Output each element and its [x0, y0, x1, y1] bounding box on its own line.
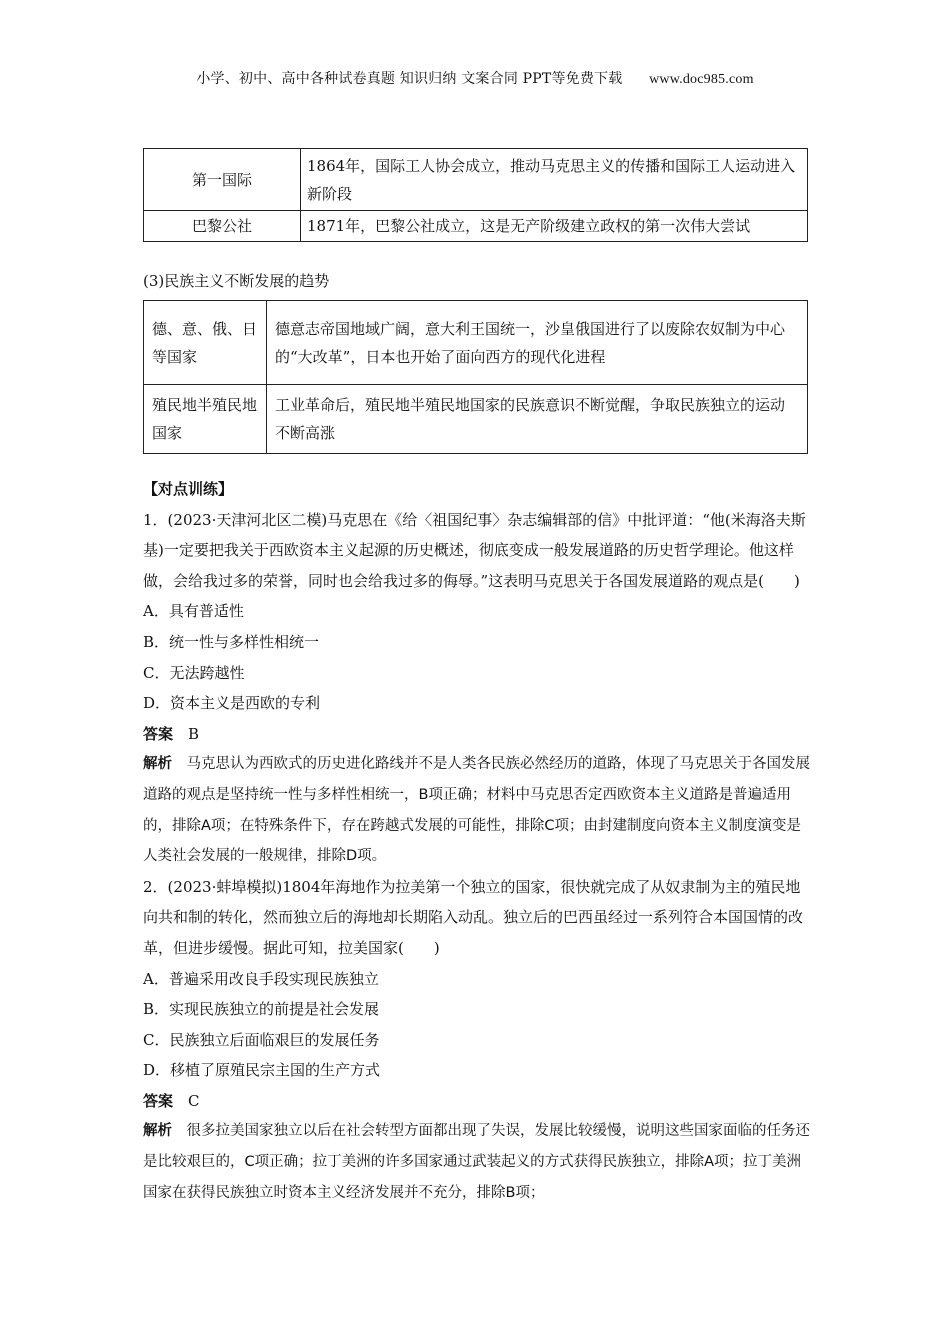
header-site[interactable]: www.doc985.com: [649, 72, 754, 87]
q1-option-b: B．统一性与多样性相统一: [143, 632, 320, 651]
answer-value: B: [188, 724, 200, 743]
answer-label: 答案: [143, 724, 174, 743]
row-content: 工业革命后，殖民地半殖民地国家的民族意识不断觉醒，争取民族独立的运动不断高涨: [267, 385, 808, 454]
answer-label: 答案: [143, 1091, 174, 1110]
q1-option-c: C．无法跨越性: [143, 663, 245, 682]
row-label: 第一国际: [144, 149, 301, 211]
q2-option-d: D．移植了原殖民宗主国的生产方式: [143, 1061, 381, 1080]
q2-answer: [143, 1086, 810, 1117]
row-label: 德、意、俄、日等国家: [144, 301, 267, 385]
q2-option-a: A．普遍采用改良手段实现民族独立: [143, 969, 379, 988]
page-header: [0, 68, 950, 88]
q1-option-d: D．资本主义是西欧的专利: [143, 694, 321, 713]
row-label: 巴黎公社: [144, 211, 301, 242]
q1-option-a: A．具有普适性: [143, 602, 244, 621]
table-row: [144, 301, 808, 385]
table-row: [144, 149, 808, 211]
answer-value: C: [188, 1091, 200, 1110]
training-section: [143, 474, 810, 1208]
q2-option-c: C．民族独立后面临艰巨的发展任务: [143, 1030, 380, 1049]
header-text: 小学、初中、高中各种试卷真题 知识归纳 文案合同 PPT等免费下载: [196, 71, 623, 87]
q1-answer: [143, 719, 810, 750]
row-content: 德意志帝国地域广阔，意大利王国统一，沙皇俄国进行了以废除农奴制为中心的“大改革”，日本也开始了面向西方的现代化进程: [267, 301, 808, 385]
table-nationalism: [143, 300, 808, 454]
section-heading: (3)民族主义不断发展的趋势: [143, 272, 330, 290]
training-title: 【对点训练】: [143, 480, 234, 498]
q1-analysis: [143, 749, 810, 871]
row-content: 1864年，国际工人协会成立，推动马克思主义的传播和国际工人运动进入新阶段: [301, 149, 808, 211]
question-1-stem: 1．(2023·天津河北区二模)马克思在《给〈祖国纪事〉杂志编辑部的信》中批评道：“他(米海洛夫斯基)一定要把我关于西欧资本主义起源的历史概述，彻底变成一般发展道路的历史哲学理论。他这样做，会给我过多的荣誉，同时也会给我过多的侮辱。”这表明马克思关于各国发展道路的观点是( ): [143, 510, 806, 590]
analysis-label: 解析: [143, 756, 172, 773]
analysis-text: 很多拉美国家独立以后在社会转型方面都出现了失误，发展比较缓慢，说明这些国家面临的任务还是比较艰巨的，C项正确；拉丁美洲的许多国家通过武装起义的方式获得民族独立，排除A项；拉丁美洲国家在获得民族独立时资本主义经济发展并不充分，排除B项；: [143, 1123, 810, 1201]
analysis-label: 解析: [143, 1123, 172, 1140]
table-international: [143, 148, 808, 242]
analysis-text: 马克思认为西欧式的历史进化路线并不是人类各民族必然经历的道路，体现了马克思关于各国发展道路的观点是坚持统一性与多样性相统一，B项正确；材料中马克思否定西欧资本主义道路是普遍适用的，排除A项；在特殊条件下，存在跨越式发展的可能性，排除C项；由封建制度向资本主义制度演变是人类社会发展的一般规律，排除D项。: [143, 756, 810, 865]
q2-analysis: [143, 1116, 810, 1208]
row-content: 1871年，巴黎公社成立，这是无产阶级建立政权的第一次伟大尝试: [301, 211, 808, 242]
row-label: 殖民地半殖民地国家: [144, 385, 267, 454]
q2-option-b: B．实现民族独立的前提是社会发展: [143, 1000, 380, 1019]
table-row: [144, 211, 808, 242]
question-2-stem: 2．(2023·蚌埠模拟)1804年海地作为拉美第一个独立的国家，很快就完成了从奴隶制为主的殖民地向共和制的转化，然而独立后的海地却长期陷入动乱。独立后的巴西虽经过一系列符合本国国情的改革，但进步缓慢。据此可知，拉美国家( ): [143, 877, 804, 957]
table-row: [144, 385, 808, 454]
